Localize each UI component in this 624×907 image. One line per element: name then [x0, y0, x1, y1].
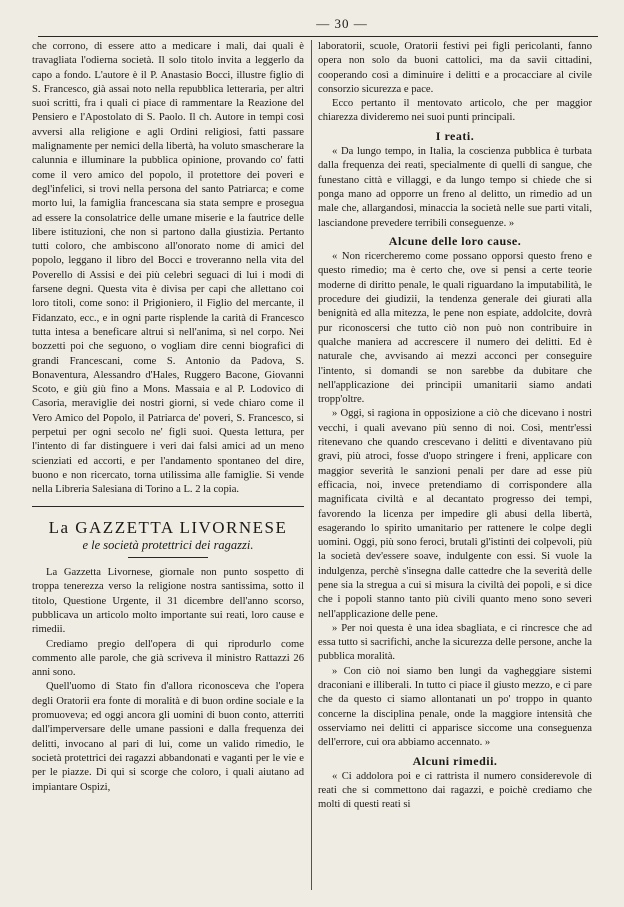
left-paragraph-1: che corrono, di essere atto a medicare i mali, dai quali è travagliata l'odierna società. Il solo titolo invita a leggerlo da capo a fondo. L'autore è il P. Anastasio Bocci, illustre figlio di S. Francesco, già assai noto nella repubblica letteraria, per altri suoi scritti, fra i quali ci piace di rammentare la Reazione del Pensiero e l'Apostolato di S. Paolo. Il ch. Autore in tempi così avversi alla religione e agli Ordini religiosi, fatti passare malignamente per nemici della libertà, ha voluto smascherare la calunnia e illuminare la pubblica opinione, provando co' fatti come il vero amico del popolo, il protettore dei poveri e degl'infelici, si trovi nella persona del santo Patriarca; e come morto lui, la famiglia francescana sia stata sempre e prosegua ad essere la consolatrice delle umane miserie e la fautrice delle libere istituzioni, che non si partono dalla giustizia. Pertanto tutti coloro, che ambiscono all'onorato nome di amici del popolo, leggano il libro del Bocci e troveranno nella vita del Poverello di Assisi e dei più celebri seguaci di lui i modi di farsene degni. Questa vita è divisa per capi che allettano coi loro titoli, come sono: il Prigioniero, il Figlio del mercante, il Fidanzato, ecc., e in ogni parte risplende la carità di Francesco tutta intesa a beneficare altrui sì nell'anima, sì nel corpo. Nei bozzetti poi che seguono, o vogliam dire cenni biografici di grandi Francescani, come S. Antonio da Padova, S. Bonaventura, Alessandro d'Hales, Ruggero Bacone, Giovanni Scoto, e giù giù fino a Mons. Massaia e al P. Lodovico di Casoria, meraviglie dei nostri giorni, si vede chiaro come il Vero Amico del Popolo, il Patriarca de' poveri, S. Francesco, si perpetui per ogni secolo ne' figli suoi. Questa lettura, per l'intento di far distinguere i veri dai falsi amici ad un meno scienziati ed accorti, e per l'andamento spontaneo del dire, buono e non ricercato, torna utilissima alle famiglie. Si vende nella Libreria Salesiana di Torino a L. 2 la copia. [32, 41, 304, 496]
title-rule [128, 557, 208, 558]
left-paragraph-2: La Gazzetta Livornese, giornale non punto sospetto di troppa tenerezza verso la religione nostra santissima, sotto il titolo, Questione Urgente, il 31 dicembre dell'anno scorso, pubblicava un articolo molto importante sui reati, loro cause e rimedii. [32, 567, 304, 636]
page-number: — 30 — [316, 16, 368, 31]
right-paragraph-7: » Con ciò noi siamo ben lungi da vagheggiare sistemi draconiani e illiberali. In tutto ci piace il giusto mezzo, e ci pare che da questo ci siamo allontanati un po' troppo in quanto concerne la disciplina penale, onde la maggiore intensità che osserviamo nei delitti ci apparisce siccome una conseguenza dell'errore, cui ora abbiamo accennato. » [318, 665, 592, 749]
right-paragraph-1: laboratorii, scuole, Oratorii festivi pei figli pericolanti, fanno opera non solo da buoni cattolici, ma da savii cittadini, cooperando così a diminuire i delitti e a procacciare al civile consorzio sicurezza e pace. [318, 41, 592, 95]
right-paragraph-5: » Oggi, si ragiona in opposizione a ciò che dicevano i nostri vecchi, i quali avevano più senno di noi. Così, mentr'essi ritenevano che quando crescevano i delitti e diventavano più gravi, più atroci, fosse d'uopo stringere i freni, applicare con maggior severità le sanzioni penali per dare ad esse più efficacia, noi, invece pretendiamo di corrispondere alla magnificata civiltà e al decantato progresso dei tempi, favorendo la licenza per impedire gli abusi della libertà, esagerando lo spirito umanitario per rattenere le colpe degli uomini. Oggi, più sono feroci, brutali gl'istinti dei colpevoli, più la società dev'essere soave, indulgente con essi. Si vuole la indulgenza, perchè s'insegna dalle cattedre che la severità delle pene sia la stregua a cui si misura la civiltà dei popoli, e si dice che i popoli stanno tanto più civili quanto meno sono severi nell'applicazione delle pene. [318, 408, 592, 620]
right-column [318, 40, 592, 813]
left-paragraph-3: Crediamo pregio dell'opera di qui riprodurlo come commento alle parole, che già scriveva il ministro Rattazzi 26 anni sono. [32, 638, 304, 679]
left-paragraph-4: Quell'uomo di Stato fin d'allora riconosceva che l'opera degli Oratorii era fonte di moralità e di buon ordine sociale e la promuoveva; ed oggi ancora gli uomini di buon conto, atterriti dall'imperversare delle umane passioni e dalla frequenza dei delitti, invocano al pari di lui, come un valido rimedio, le società protettrici dei ragazzi abbandonati e vaganti per le vie e per le piazze. Di qui si scorge che coloro, i quali aiutano ad impiantare Ospizi, [32, 681, 304, 793]
right-paragraph-8: « Ci addolora poi e ci rattrista il numero considerevole di reati che si commettono dai ragazzi, e poichè crediamo che molti di questi reati si [318, 770, 592, 811]
section-heading-rimedii: Alcuni rimedii. [412, 753, 498, 768]
article-separator [32, 506, 304, 507]
column-divider [311, 40, 312, 890]
article-title: La GAZZETTA LIVORNESE [48, 517, 288, 537]
header-rule [38, 36, 598, 37]
section-heading-reati: I reati. [435, 128, 475, 143]
right-paragraph-3: « Da lungo tempo, in Italia, la coscienza pubblica è turbata dalla frequenza dei reati, specialmente di quelli di sangue, che funestano città e villaggi, e da lungo tempo si chiede che si ponga mano ad opporre un freno al delitto, un rimedio ad un male che, allargandosi, minaccia la società nelle sue parti vitali, lasciandone prevedere terribili conseguenze. » [318, 146, 592, 229]
right-paragraph-4: « Non ricercheremo come possano opporsi questo freno e questo rimedio; ma è certo che, ove si pensi a certe teorie moderne di diritto penale, le quali riguardano la imputabilità, le procedure dei giudizii, la tendenza generale dei giurati alla benignità ed alla mitezza, le pene non espiate, addolcite, dovrà pur riconoscersi che tutto ciò non può non contribuire in qualche maniera ad accrescere il numero dei delitti. Ed è naturale che, avvisando ai mezzi acconci per conseguire l'intento, si domandi se non sarebbe da dubitare che nell'applicazione dei principii umanitarii siamo andati tropp'oltre. [318, 251, 592, 406]
article-subtitle: e le società protettrici dei ragazzi. [82, 537, 254, 552]
right-paragraph-2: Ecco pertanto il mentovato articolo, che per maggior chiarezza divideremo nei suoi punti principali. [318, 98, 592, 124]
section-heading-cause: Alcune delle loro cause. [388, 233, 522, 248]
right-paragraph-6: » Per noi questa è una idea sbagliata, e ci rincresce che ad essa tutto si sacrifichi, anche la sicurezza delle persone, anche la pubblica moralità. [318, 622, 592, 663]
left-column [32, 40, 304, 795]
